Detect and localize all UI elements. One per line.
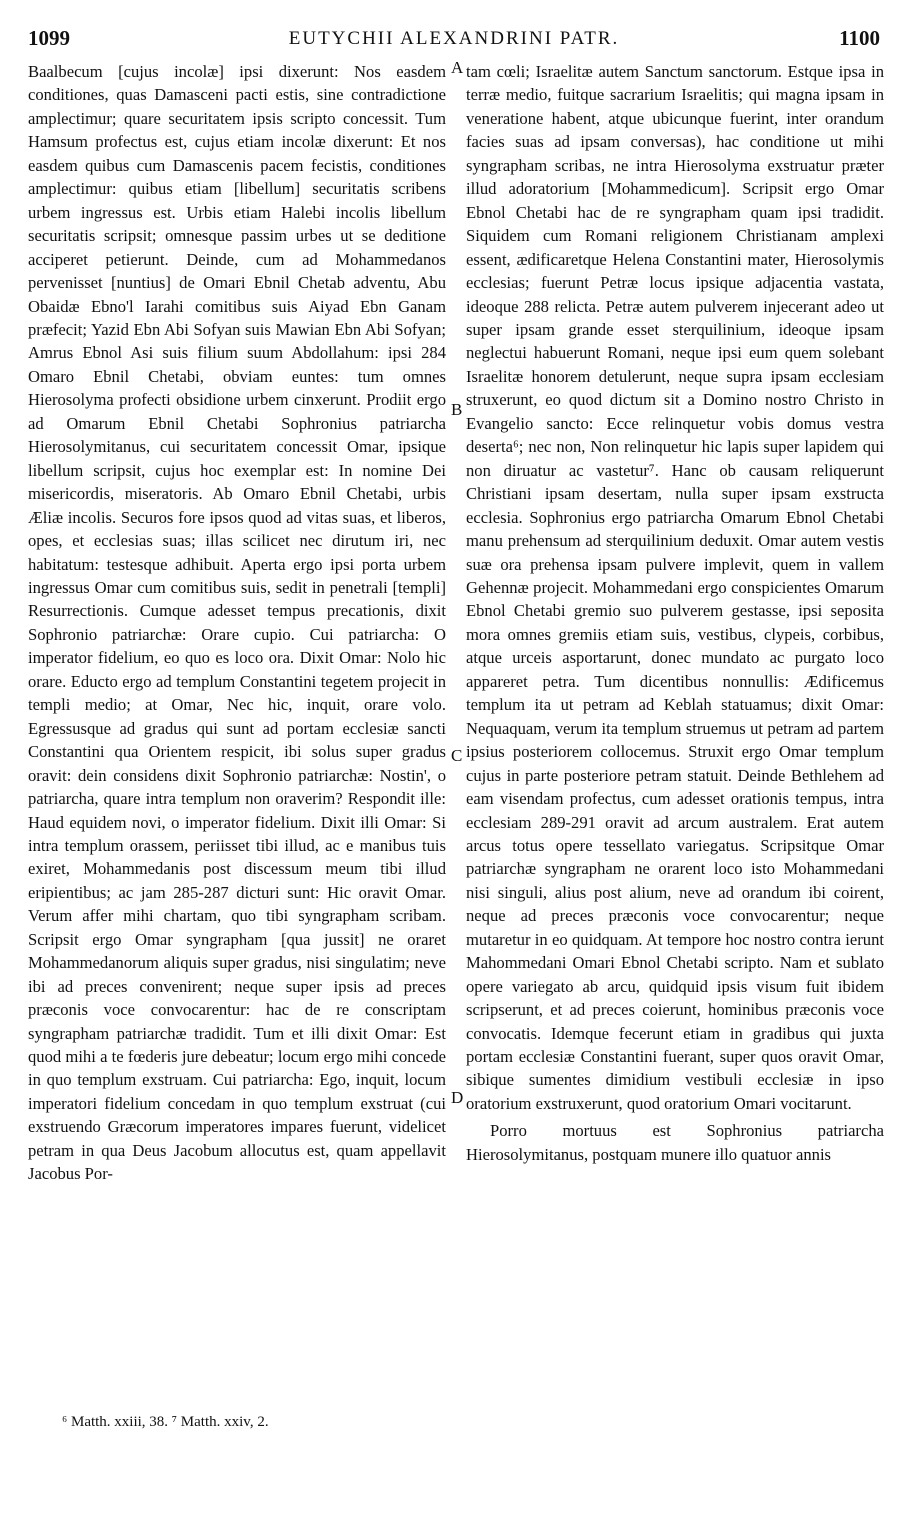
running-title: EUTYCHII ALEXANDRINI PATR. [288,28,620,49]
page-number-right: 1100 [839,26,880,50]
margin-letter-b: B [451,400,463,419]
footnotes: ⁶ Matth. xxiii, 38. ⁷ Matth. xxiv, 2. [62,1414,269,1430]
right-column-paragraph-1: tam cœli; Israelitæ autem Sanctum sanctorum. Estque ipsa in terræ medio, fuitque sacrarium Israelitis; qui magna ipsam in veneratione habent, atque ubicunque fuerint, inter orandum facies suas ad ipsam conversas), hac conditione ut mihi syngrapham scribas, ne intra Hierosolyma exstruatur præter illud adoratorium [Mohammedicum]. Scripsit ergo Omar Ebnol Chetabi hac de re syngrapham quam ipsi tradidit. Siquidem cum Romani religionem Christianam amplexi essent, ædificaretque Helena Constantini mater, Hierosolymis ecclesias; fuerunt Petræ locus ipsique adjacentia vastata, ideoque 288 relicta. Petræ autem pulverem injecerant adeo ut super ipsam grande esset sterquilinium, ideoque ipsam neglectui habuerunt Romani, neque ipsi eum quem solebant Israelitæ honorem detulerunt, neque supra ipsam ecclesiam struxerunt, eo quod dictum sit a Domino nostro Christo in Evangelio sancto: Ecce relinquetur vobis domus vestra deserta⁶; nec non, Non relinquetur hic lapis super lapidem qui non diruatur ac vastetur⁷. Hanc ob causam reliquerunt Christiani ipsam desertam, nulla super ipsam exstructa ecclesia. Sophronius ergo patriarcha Omarum Ebnol Chetabi manu prehensum ad sterquilinium deduxit. Omar autem vestis suæ ora prehensa ipsam pulvere implevit, quem in vallem Gehennæ projecit. Mohammedani ergo conspicientes Omarum Ebnol Chetabi gremio suo pulverem gestasse, ipsi seposita mora omnes gremiis etiam suis, vestibus, clypeis, corbibus, atque urceis asportarunt, donec mundato ac purgato loco appareret petra. Tum dicentibus nonnullis: Ædificemus templum ita ut petram ad Keblah statuamus; dixit Omar: Nequaquam, verum ita templum struemus ut petram ad partem ipsius posteriorem collocemus. Struxit ergo Omar templum cujus in parte posteriore petram statuit. Deinde Bethlehem ad eam visendam profectus, cum adesset orationis tempus, intra ecclesiam 289-291 oravit ad arcum australem. Erat autem arcus totus opere tessellato variegatus. Scripsitque Omar patriarchæ syngrapham ne orarent loco isto Mohammedani nisi singuli, alius post alium, neve ad orandum ibi coirent, neque ad preces præconis voce convocarentur; neque mutaretur in eo quidquam. At tempore hoc nostro contra ierunt Mahommedani Omari Ebnol Chetabi scripto. Nam et sublato opere variegato ab arcu, quidquid ipsis visum fuit ibidem scripserunt, et ad preces coierunt, hominibus præconis voce convocatis. Idemque fecerunt etiam in gradibus qui juxta portam ecclesiæ Constantini fuerant, super quos oravit Omar, sibique sumentes dimidium vestibuli ecclesiæ in ipso oratorium exstruxerunt, quod oratorium Omari vocitarunt. [466,62,884,1113]
margin-letter-c: C [451,746,463,765]
right-column [466,60,884,1166]
page-header [28,22,880,52]
right-column-paragraph-2: Porro mortuus est Sophronius patriarcha Hierosolymitanus, postquam munere illo quatuor annis [466,1121,884,1164]
margin-letter-d: D [451,1088,464,1107]
left-column-text: Baalbecum [cujus incolæ] ipsi dixerunt: Nos easdem conditiones, quas Damasceni pacti estis, sine contradictione amplectimur; quare securitatem ipsis scripto concessit. Tum Hamsum profectus est, cujus etiam incolæ dixerunt: Et nos easdem quibus cum Damascenis pacem fecistis, conditiones amplectimur: quibus etiam [libellum] securitatis scribens urbem ingressus est. Urbis etiam Halebi incolis libellum securitatis scripsit; omnesque passim urbes ut se deditione acciperet petierunt. Deinde, cum ad Mohammedanos pervenisset [nuntius] de Omari Ebnil Chetab adventu, Abu Obaidæ Ebno'l Iarahi comitibus suis Aiyad Ebn Ganam præfecit; Yazid Ebn Abi Sofyan suis Mawian Ebn Abi Sofyan; Amrus Ebnol Asi suis filium suum Abdollahum: ipsi 284 Omaro Ebnil Chetabi, obviam euntes: tum omnes Hierosolyma profecti obsidione urbem cinxerunt. Prodiit ergo ad Omarum Ebnil Chetabi Sophronius patriarcha Hierosolymitanus, cui securitatem concessit Omar, ipsique libellum scripsit, cujus hoc exemplar est: In nomine Dei misericordis, miseratoris. Ab Omaro Ebnil Chetabi, urbis Æliæ incolis. Securos fore ipsos quod ad vitas suas, et liberos, opes, et ecclesias suas; illas scilicet nec dirutum iri, nec habitatum: testesque adhibuit. Aperta ergo ipsi porta urbem ingressus Omar cum comitibus suis, sedit in penetrali [templi] Resurrectionis. Cumque adesset tempus precationis, dixit Sophronio patriarchæ: Orare cupio. Cui patriarcha: O imperator fidelium, eo quo es loco ora. Dixit Omar: Nolo hic orare. Educto ergo ad templum Constantini tegetem projecit in templi medio; at Omar, Nec hic, inquit, orare volo. Egressusque ad gradus qui sunt ad portam ecclesiæ sancti Constantini qua Orientem respicit, ibi solus super gradus oravit: dein considens dixit Sophronio patriarchæ: Nostin', o patriarcha, quare intra templum non oraverim? Respondit ille: Haud equidem novi, o imperator fidelium. Dixit illi Omar: Si intra templum orassem, periisset tibi illud, ac e manibus tuis exiret, Mohammedanis post discessum meum tibi illud eripientibus; ac jam 285-287 dicturi sunt: Hic oravit Omar. Verum affer mihi chartam, quo tibi syngrapham scribam. Scripsit ergo Omar syngrapham [qua jussit] ne oraret Mohammedanorum aliquis super gradus, nisi singulatim; neve ibi ad preces convenirent; neque super ipsis ad preces præconis voce convocarentur: hac de re conscriptam syngrapham patriarchæ tradidit. Tum et illi dixit Omar: Est quod mihi a te fœderis jure debeatur; locum ergo mihi concede in quo templum exstruam. Cui patriarcha: Ego, inquit, locum imperatori fidelium concedam in quo templum exstruat (cui exstruendo Græcorum imperatores impares fuerunt, videlicet petram in qua Deus Jacobum allocutus est, quam appellavit Jacobus Por- [28,62,446,1184]
margin-letter-a: A [451,58,464,77]
left-column [28,60,446,1186]
page-number-left: 1099 [28,26,70,50]
